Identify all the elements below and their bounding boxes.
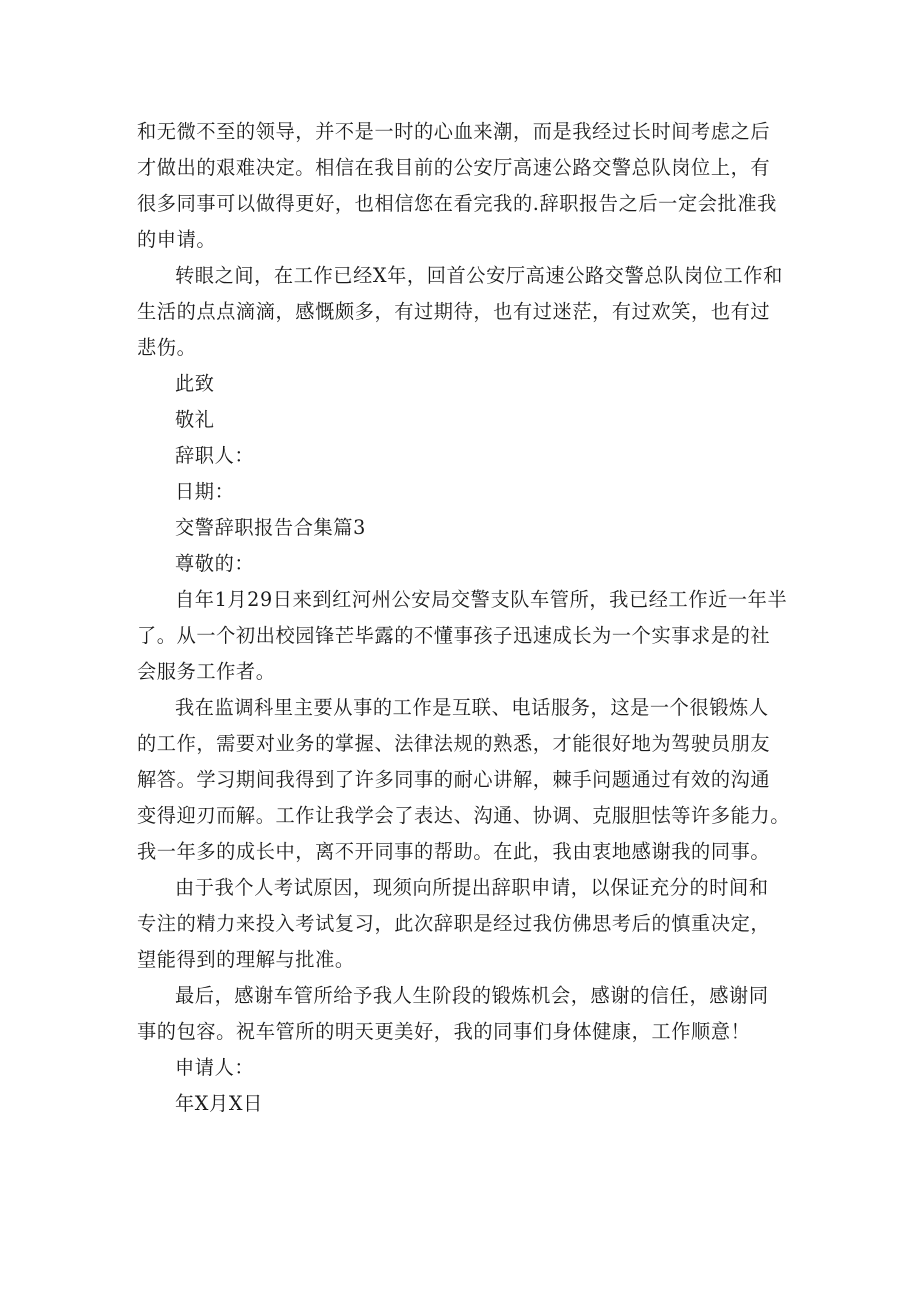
text-line: 解答。学习期间我得到了许多同事的耐心讲解，棘手问题通过有效的沟通 bbox=[137, 768, 771, 791]
text-line: 变得迎刃而解。工作让我学会了表达、沟通、协调、克服胆怯等许多能力。 bbox=[137, 804, 790, 827]
text-line: 悲伤。 bbox=[137, 336, 197, 359]
text-line: 会服务工作者。 bbox=[137, 660, 276, 683]
text-line: 才做出的艰难决定。相信在我目前的公安厅高速公路交警总队岗位上，有 bbox=[137, 156, 771, 179]
greeting: 尊敬的： bbox=[175, 552, 255, 575]
date-label: 日期： bbox=[175, 480, 235, 503]
applicant-label: 申请人： bbox=[175, 1056, 255, 1079]
paragraph-first-line: 最后，感谢车管所给予我人生阶段的锻炼机会，感谢的信任，感谢同 bbox=[175, 984, 769, 1007]
paragraph-first-line: 自年1月29日来到红河州公安局交警支队车管所，我已经工作近一年半 bbox=[175, 588, 788, 611]
text-line: 我一年多的成长中，离不开同事的帮助。在此，我由衷地感谢我的同事。 bbox=[137, 840, 771, 863]
text-line: 了。从一个初出校园锋芒毕露的不懂事孩子迅速成长为一个实事求是的社 bbox=[137, 624, 771, 647]
text-line: 事的包容。祝车管所的明天更美好，我的同事们身体健康，工作顺意！ bbox=[137, 1020, 751, 1043]
text-line: 望能得到的理解与批准。 bbox=[137, 948, 355, 971]
closing-regards: 敬礼 bbox=[175, 408, 215, 431]
text-line: 的工作，需要对业务的掌握、法律法规的熟悉，才能很好地为驾驶员朋友 bbox=[137, 732, 771, 755]
text-line: 生活的点点滴滴，感慨颇多，有过期待，也有过迷茫，有过欢笑，也有过 bbox=[137, 300, 771, 323]
paragraph-first-line: 转眼之间，在工作已经X年，回首公安厅高速公路交警总队岗位工作和 bbox=[175, 264, 783, 287]
closing-salutation: 此致 bbox=[175, 372, 215, 395]
text-line: 专注的精力来投入考试复习，此次辞职是经过我仿佛思考后的慎重决定， bbox=[137, 912, 771, 935]
signature-date: 年X月X日 bbox=[175, 1092, 263, 1115]
text-line: 的申请。 bbox=[137, 228, 217, 251]
resigner-label: 辞职人： bbox=[175, 444, 255, 467]
text-line: 和无微不至的领导，并不是一时的心血来潮，而是我经过长时间考虑之后 bbox=[137, 120, 771, 143]
section-title: 交警辞职报告合集篇3 bbox=[175, 516, 366, 539]
text-line: 很多同事可以做得更好，也相信您在看完我的.辞职报告之后一定会批准我 bbox=[137, 192, 777, 215]
document-body bbox=[137, 114, 790, 1122]
paragraph-first-line: 我在监调科里主要从事的工作是互联、电话服务，这是一个很锻炼人 bbox=[175, 696, 769, 719]
paragraph-first-line: 由于我个人考试原因，现须向所提出辞职申请，以保证充分的时间和 bbox=[175, 876, 769, 899]
